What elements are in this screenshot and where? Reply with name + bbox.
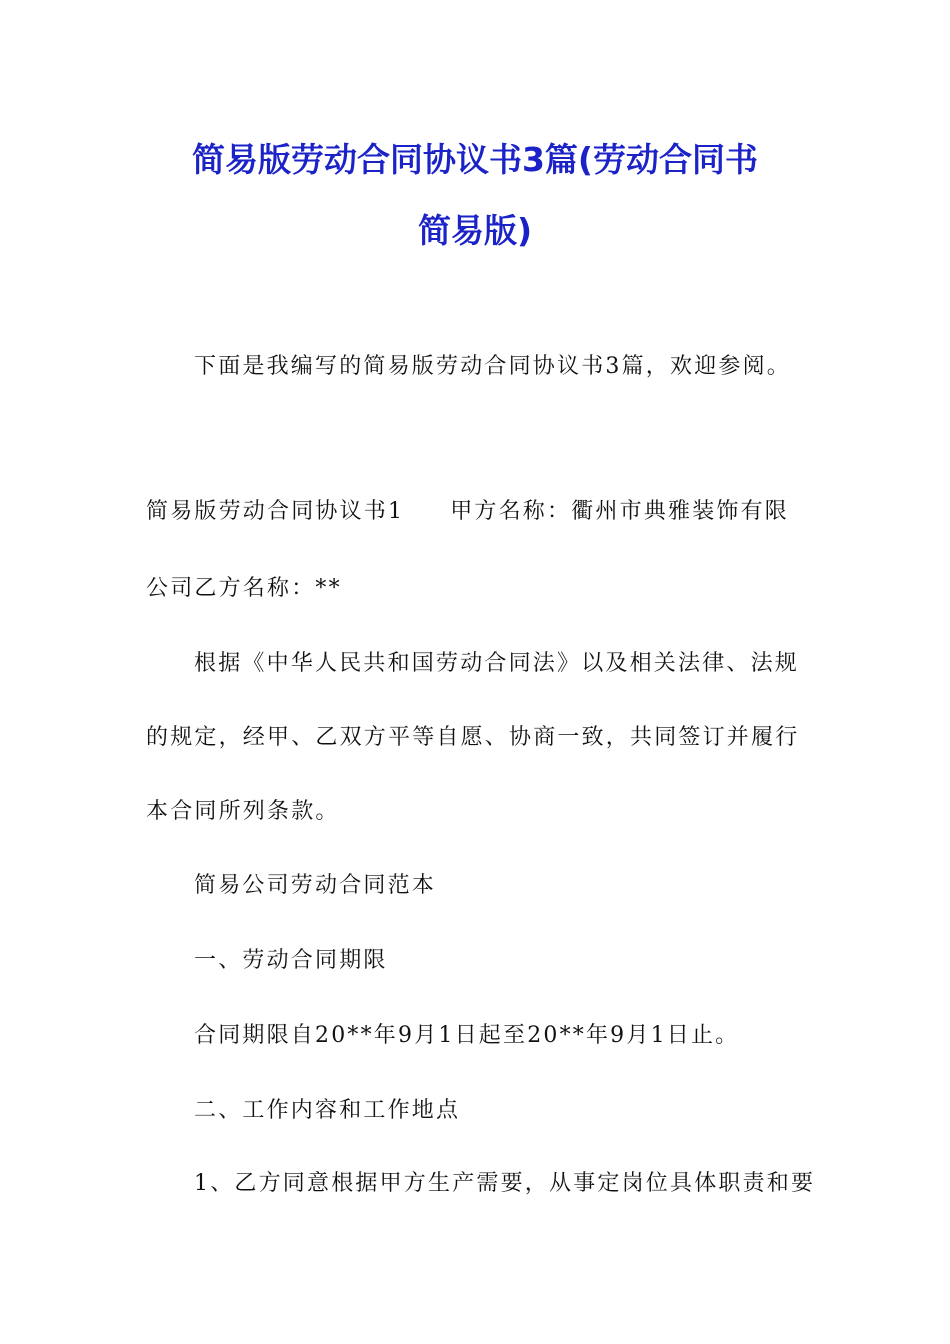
section-title: 简易公司劳动合同范本: [194, 873, 437, 898]
paragraph-line: 本合同所列条款。: [146, 799, 340, 824]
contract-heading: [146, 494, 789, 525]
paragraph-line: 根据《中华人民共和国劳动合同法》以及相关法律、法规: [194, 651, 800, 676]
document-title-line-2: 简易版): [417, 211, 533, 250]
paragraph-line: 的规定，经甲、乙双方平等自愿、协商一致，共同签订并履行: [146, 725, 800, 750]
document-title-line-1: 简易版劳动合同协议书3篇(劳动合同书: [191, 140, 759, 179]
intro-paragraph: 下面是我编写的简易版劳动合同协议书3篇，欢迎参阅。: [194, 354, 791, 379]
clause-heading: 二、工作内容和工作地点: [194, 1098, 461, 1123]
clause-text: 1、乙方同意根据甲方生产需要，从事定岗位具体职责和要: [194, 1171, 816, 1196]
clause-text: 合同期限自20**年9月1日起至20**年9月1日止。: [194, 1023, 740, 1048]
party-b-name: 公司乙方名称：**: [146, 576, 342, 601]
clause-heading: 一、劳动合同期限: [194, 948, 388, 973]
party-a-name: 甲方名称：衢州市典雅装饰有限: [450, 499, 790, 524]
contract-heading-title: 简易版劳动合同协议书1: [146, 499, 405, 524]
